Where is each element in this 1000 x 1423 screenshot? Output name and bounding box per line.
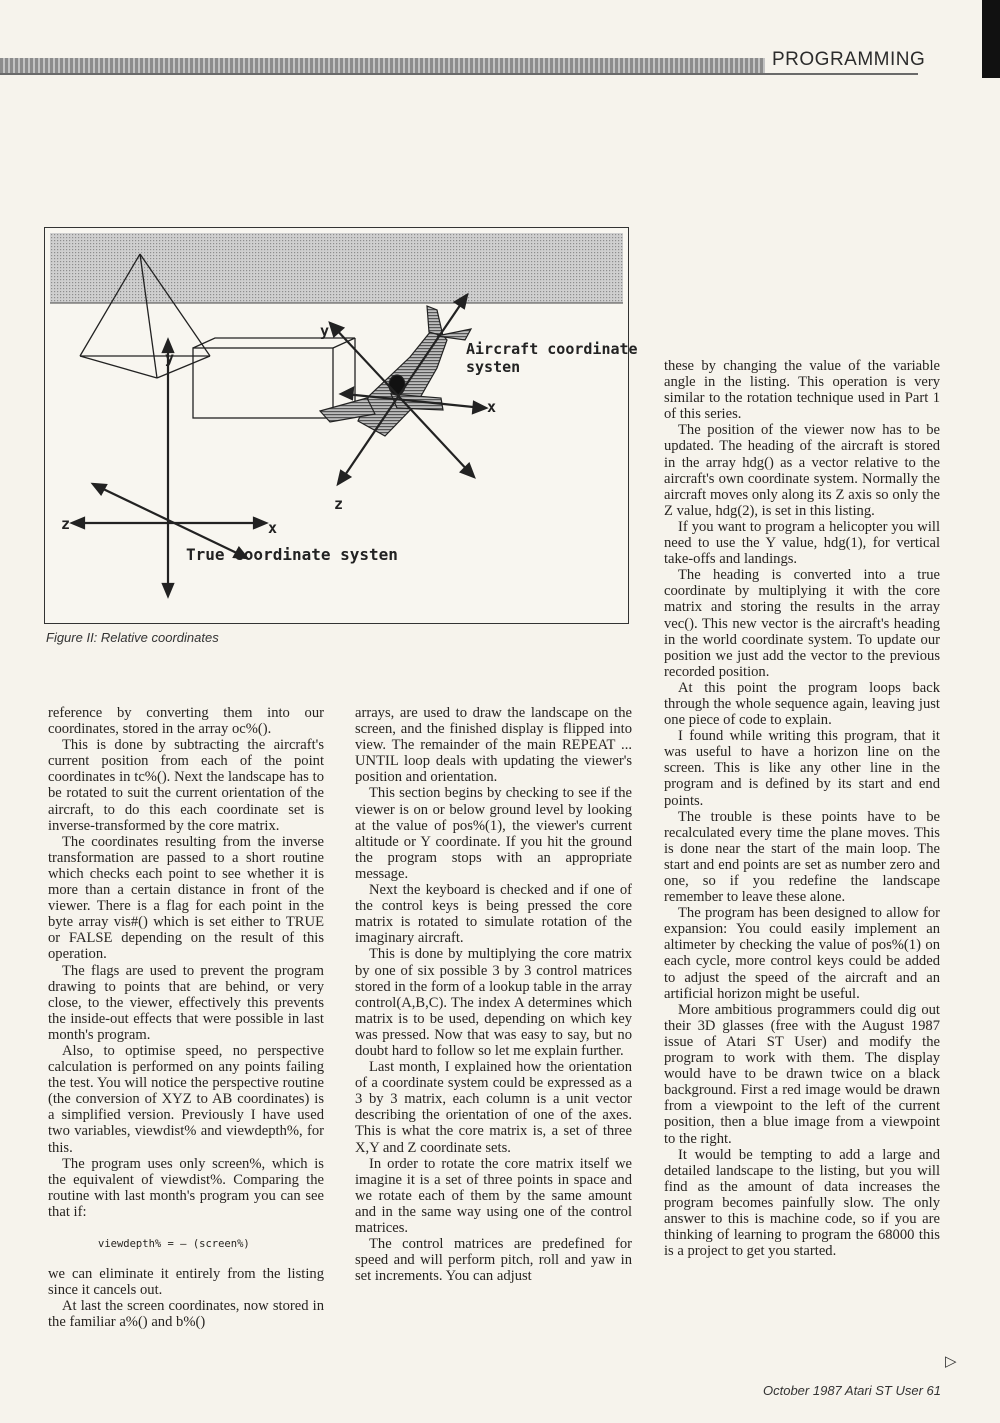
paragraph: Next the keyboard is checked and if one of the control keys is being pressed the core matrix is rotated to simulate rotation of the imaginary aircraft. bbox=[355, 882, 632, 947]
aircraft-system-label-line1: Aircraft coordinate bbox=[466, 340, 638, 358]
next-page-triangle-icon: ▷ bbox=[945, 1353, 957, 1370]
sky-area bbox=[50, 233, 623, 303]
paragraph: these by changing the value of the variable angle in the listing. This operation is very similar to the rotation technique used in Part 1 of this series. bbox=[664, 358, 940, 423]
aircraft-system-label-line2: systen bbox=[466, 358, 521, 376]
paragraph: The control matrices are predefined for speed and will perform pitch, roll and yaw in set increments. You can adjust bbox=[355, 1236, 632, 1285]
corner-tab-marker bbox=[982, 0, 1000, 78]
aircraft-x-label: x bbox=[487, 398, 497, 416]
paragraph: The flags are used to prevent the program drawing to points that are behind, or very close, to the viewer, effectively this prevents the inside-out effects that were possible in last month's program. bbox=[48, 962, 324, 1043]
paragraph: The heading is converted into a true coordinate by multiplying it with the core matrix and storing the results in the array vec(). This new vector is the aircraft's heading in the world coordinate system. To update our position we just add the vector to the previous recorded position. bbox=[664, 567, 940, 680]
paragraph: If you want to program a helicopter you will need to use the Y value, hdg(1), for vertical take-offs and landings. bbox=[664, 518, 940, 568]
paragraph: The program uses only screen%, which is the equivalent of viewdist%. Comparing the routine with last month's program you can see that if: bbox=[48, 1155, 324, 1220]
figure-relative-coordinates bbox=[44, 227, 638, 624]
code-line: viewdepth% = — (screen%) bbox=[98, 1238, 250, 1250]
paragraph: This is done by multiplying the core matrix by one of six possible 3 by 3 control matrices stored in the form of a lookup table in the array control(A,B,C). The index A determines which matrix is to be used, depending on which key was pressed. Now that was easy to say, but no doubt hard to follow so let me explain further. bbox=[355, 946, 632, 1059]
paragraph: It would be tempting to add a large and detailed landscape to the listing, but you will find as the amount of data increases the program becomes painfully slow. The only answer to this is machine code, so if you are thinking of learning to program the 68000 this is a project to get you started. bbox=[664, 1146, 940, 1260]
paragraph: Last month, I explained how the orientation of a coordinate system could be expressed as a 3 by 3 matrix, each column is a unit vector describing the orientation of one of the axes. This is what the core matrix is, a set of three X,Y and Z coordinate sets. bbox=[355, 1059, 632, 1156]
paragraph: reference by converting them into our coordinates, stored in the array oc%(). bbox=[48, 705, 324, 738]
y-axis-label: y bbox=[165, 349, 175, 367]
aircraft-shape bbox=[320, 306, 471, 436]
figure-drawing bbox=[45, 228, 630, 625]
paragraph: This section begins by checking to see if the viewer is on or below ground level by looking at the value of pos%(1), the viewer's current altitude or Y coordinate. If you hit the ground the program stops with an appropriate message. bbox=[355, 785, 632, 882]
header-stripes bbox=[0, 58, 765, 73]
true-system-label: True coordinate systen bbox=[186, 545, 398, 564]
paragraph: More ambitious programmers could dig out their 3D glasses (free with the August 1987 issue of Atari ST User) and modify the program to work with them. The display would have to be drawn twice on a black background. First a red image would be drawn from a viewpoint to the left of the current position, then a blue image from a viewpoint to the right. bbox=[664, 1001, 940, 1147]
paragraph: At last the screen coordinates, now stored in the familiar a%() and b%() bbox=[48, 1298, 324, 1331]
aircraft-z-label: z bbox=[334, 495, 344, 513]
paragraph: we can eliminate it entirely from the listing since it cancels out. bbox=[48, 1266, 324, 1299]
article-column-2 bbox=[355, 705, 632, 1284]
figure-caption: Figure II: Relative coordinates bbox=[46, 630, 219, 645]
aircraft-y-label: y bbox=[320, 322, 330, 340]
paragraph: This is done by subtracting the aircraft's current position from each of the point coordinates in tc%(). Next the landscape has to be rotated to suit the current orientation of the aircraft, to do this each coordinate set is inverse-transformed by the core matrix. bbox=[48, 737, 324, 834]
article-column-1 bbox=[48, 705, 324, 1330]
x-axis-label: x bbox=[268, 519, 278, 537]
section-title: PROGRAMMING bbox=[772, 49, 926, 70]
paragraph: The program has been designed to allow for expansion: You could easily implement an altimeter by checking the value of pos%(1) on each cycle, more control keys could be added to adjust the speed of the aircraft and an artificial horizon might be useful. bbox=[664, 905, 940, 1002]
paragraph: At this point the program loops back through the whole sequence again, leaving just one piece of code to explain. bbox=[664, 679, 940, 729]
paragraph: arrays, are used to draw the landscape on the screen, and the finished display is flipped into view. The remainder of the main REPEAT ... UNTIL loop deals with updating the viewer's position and orientation. bbox=[355, 705, 632, 786]
paragraph: I found while writing this program, that it was useful to have a horizon line on the screen. This is like any other line in the program and is defined by its start and end points. bbox=[664, 728, 940, 809]
page-footer: October 1987 Atari ST User 61 bbox=[763, 1383, 941, 1398]
z-axis-label: z bbox=[61, 515, 71, 533]
paragraph: The position of the viewer now has to be updated. The heading of the aircraft is stored in the array hdg() as a vector relative to the aircraft's own coordinate system. Normally the aircraft moves only along its Z axis so only the Z value, hdg(2), is set in this listing. bbox=[664, 422, 940, 519]
paragraph: The trouble is these points have to be recalculated every time the plane moves. This is done near the start of the main loop. The start and end points are set as number zero and one, so if you redefine the landscape remember to leave these alone. bbox=[664, 808, 940, 906]
box-shape bbox=[193, 338, 355, 418]
paragraph: The coordinates resulting from the inverse transformation are passed to a short routine which checks each point to see whether it is more than a certain distance in front of the viewer. There is a flag for each point in the byte array vis#() which is set either to TRUE or FALSE depending on the result of this operation. bbox=[48, 833, 324, 963]
paragraph: In order to rotate the core matrix itself we imagine it is a set of three points in space and we rotate each of them by the same amount and in the same way using one of the control matrices. bbox=[355, 1155, 632, 1236]
paragraph: Also, to optimise speed, no perspective calculation is performed on any points failing the test. You will notice the perspective routine (the conversion of XYZ to AB coordinates) is a simplified version. Previously I have used two variables, viewdist% and viewdepth%, for this. bbox=[48, 1042, 324, 1156]
article-column-3 bbox=[664, 358, 940, 1259]
header-rule bbox=[0, 73, 918, 75]
